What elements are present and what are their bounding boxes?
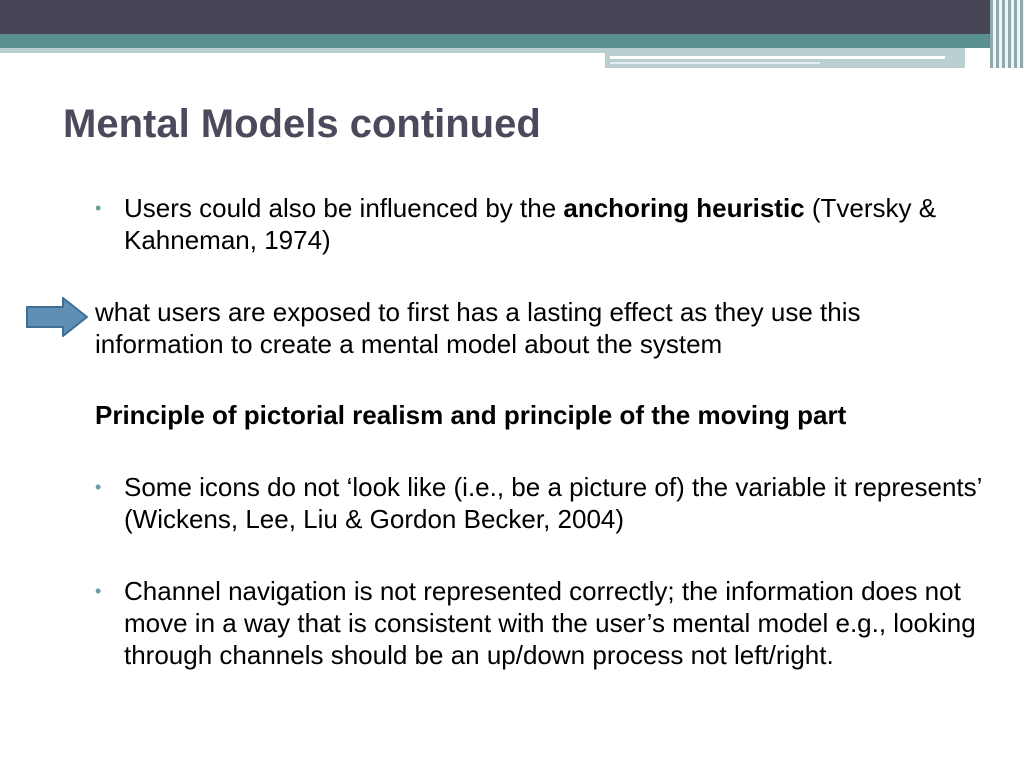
bullet-bold-term: anchoring heuristic bbox=[563, 193, 805, 223]
bullet-citation: (Tversky & Kahneman, 1974) bbox=[124, 193, 937, 255]
bullet-icons bbox=[95, 471, 995, 535]
arrow-paragraph: what users are exposed to first has a lasting effect as they use this information to create a mental model about the system bbox=[95, 297, 861, 359]
bullet-text: Users could also be influenced by the bbox=[124, 193, 564, 223]
header-teal-band bbox=[0, 34, 1024, 48]
bullet-channel-navigation bbox=[95, 575, 995, 671]
slide-title: Mental Models continued bbox=[63, 102, 541, 146]
header-accent-line-secondary bbox=[610, 62, 820, 64]
bullet-text: Channel navigation is not represented correctly; the information does not move in a way that is consistent with the user’s mental model e.g., looking through channels should be an up/down process not left/right. bbox=[124, 576, 976, 670]
right-arrow-icon bbox=[25, 296, 89, 338]
bullet-marker: • bbox=[95, 198, 102, 218]
header-dark-band bbox=[0, 0, 1024, 34]
principle-heading: Principle of pictorial realism and principle of the moving part bbox=[95, 400, 847, 430]
header-light-band-left bbox=[0, 48, 605, 53]
bullet-text: Some icons do not ‘look like (i.e., be a picture of) the variable it represents’ (Wickens, Lee, Liu & Gordon Becker, 2004) bbox=[124, 472, 982, 534]
header-corner-stripes bbox=[990, 0, 1024, 68]
bullet-anchoring-heuristic bbox=[95, 192, 995, 256]
bullet-marker: • bbox=[95, 581, 102, 601]
slide-body bbox=[95, 192, 995, 671]
bullet-marker: • bbox=[95, 477, 102, 497]
header-accent-line bbox=[610, 56, 945, 59]
